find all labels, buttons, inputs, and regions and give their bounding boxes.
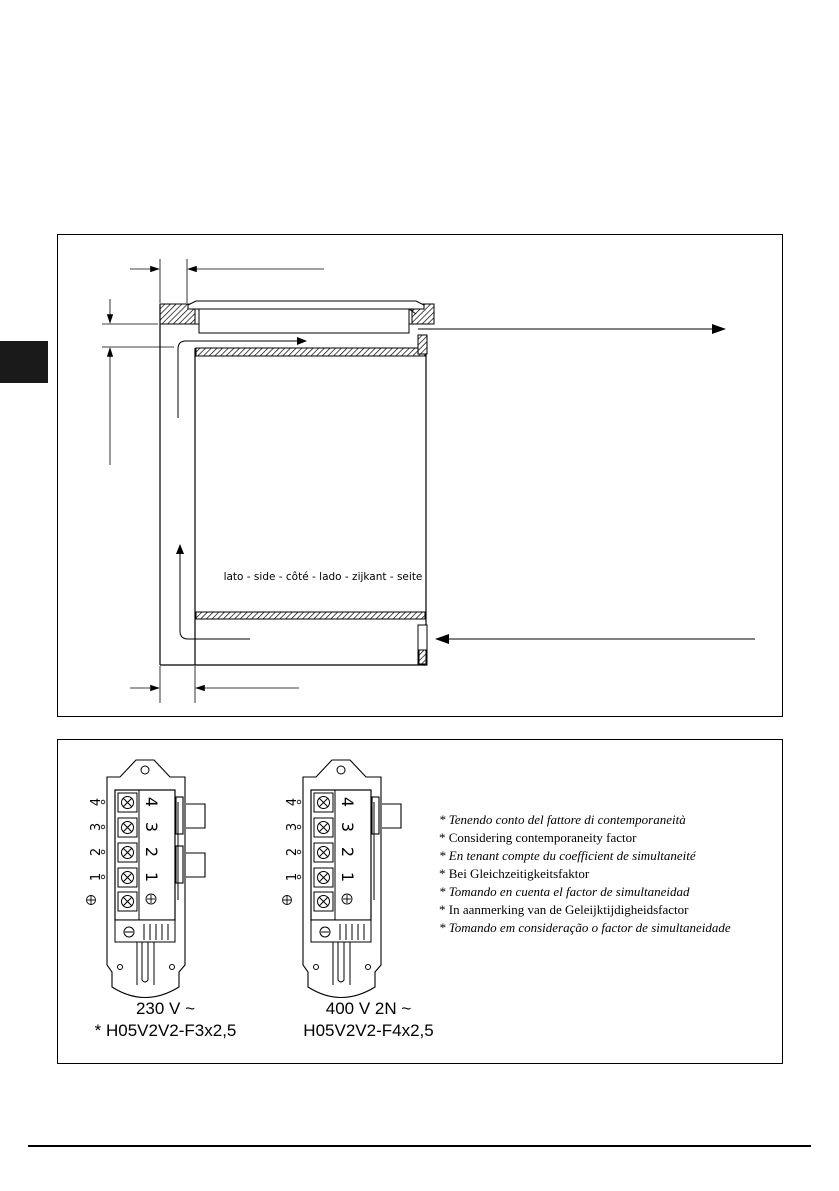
voltage-label-400v <box>256 998 481 1042</box>
hob-appliance <box>188 301 424 333</box>
svg-text:4: 4 <box>338 796 357 808</box>
rear-upper-block <box>418 335 427 354</box>
svg-text:1: 1 <box>285 872 300 882</box>
svg-text:2: 2 <box>285 847 300 857</box>
cable-spec-400v: H05V2V2-F4x2,5 <box>303 1021 434 1040</box>
upper-shelf <box>196 348 425 356</box>
side-label: lato - side - côté - lado - zijkant - seite <box>223 571 423 583</box>
dimension-bottom-width <box>130 666 299 703</box>
svg-text:4: 4 <box>285 797 300 807</box>
svg-text:1: 1 <box>142 871 161 883</box>
svg-text:3: 3 <box>89 822 104 832</box>
lower-shelf <box>196 612 425 619</box>
svg-text:3: 3 <box>285 822 300 832</box>
svg-text:2: 2 <box>142 846 161 858</box>
installation-diagram-panel <box>57 234 783 717</box>
simultaneity-factor-notes <box>439 811 731 937</box>
footer-rule <box>28 1145 811 1147</box>
airflow-arrow-lower <box>180 545 250 639</box>
note-en: * Considering contemporaneity factor <box>439 830 637 845</box>
cabinet-outline <box>160 304 427 665</box>
svg-text:3: 3 <box>142 821 161 833</box>
wiring-diagram-panel <box>57 739 783 1064</box>
rear-lower-block <box>419 650 426 664</box>
svg-text:2: 2 <box>338 846 357 858</box>
svg-text:3: 3 <box>338 821 357 833</box>
svg-text:4: 4 <box>142 796 161 808</box>
terminal-numbers-left <box>89 798 104 881</box>
note-de: * Bei Gleichzeitigkeitsfaktor <box>439 866 590 881</box>
dimension-top-width <box>130 259 324 303</box>
note-es: * Tomando en cuenta el factor de simultaneidad <box>439 884 690 899</box>
note-fr: * En tenant compte du coefficient de simultaneité <box>439 848 696 863</box>
voltage-label-230v <box>58 998 273 1042</box>
voltage-400v: 400 V 2N ~ <box>325 999 412 1018</box>
svg-text:1: 1 <box>89 872 104 882</box>
cabinet-section-drawing <box>58 235 782 716</box>
voltage-230v: 230 V ~ <box>135 999 196 1018</box>
note-it: * Tenendo conto del fattore di contemporaneità <box>439 812 686 827</box>
cable-spec-230v: * H05V2V2-F3x2,5 <box>94 1021 237 1040</box>
svg-text:1: 1 <box>338 871 357 883</box>
terminal-block-400v <box>283 760 402 998</box>
section-tab-marker <box>0 341 48 383</box>
svg-text:4: 4 <box>89 797 104 807</box>
note-pt: * Tomando em consideração o factor de simultaneidade <box>439 920 731 935</box>
svg-text:2: 2 <box>89 847 104 857</box>
note-nl: * In aanmerking van de Geleijktijdigheidsfactor <box>439 902 689 917</box>
